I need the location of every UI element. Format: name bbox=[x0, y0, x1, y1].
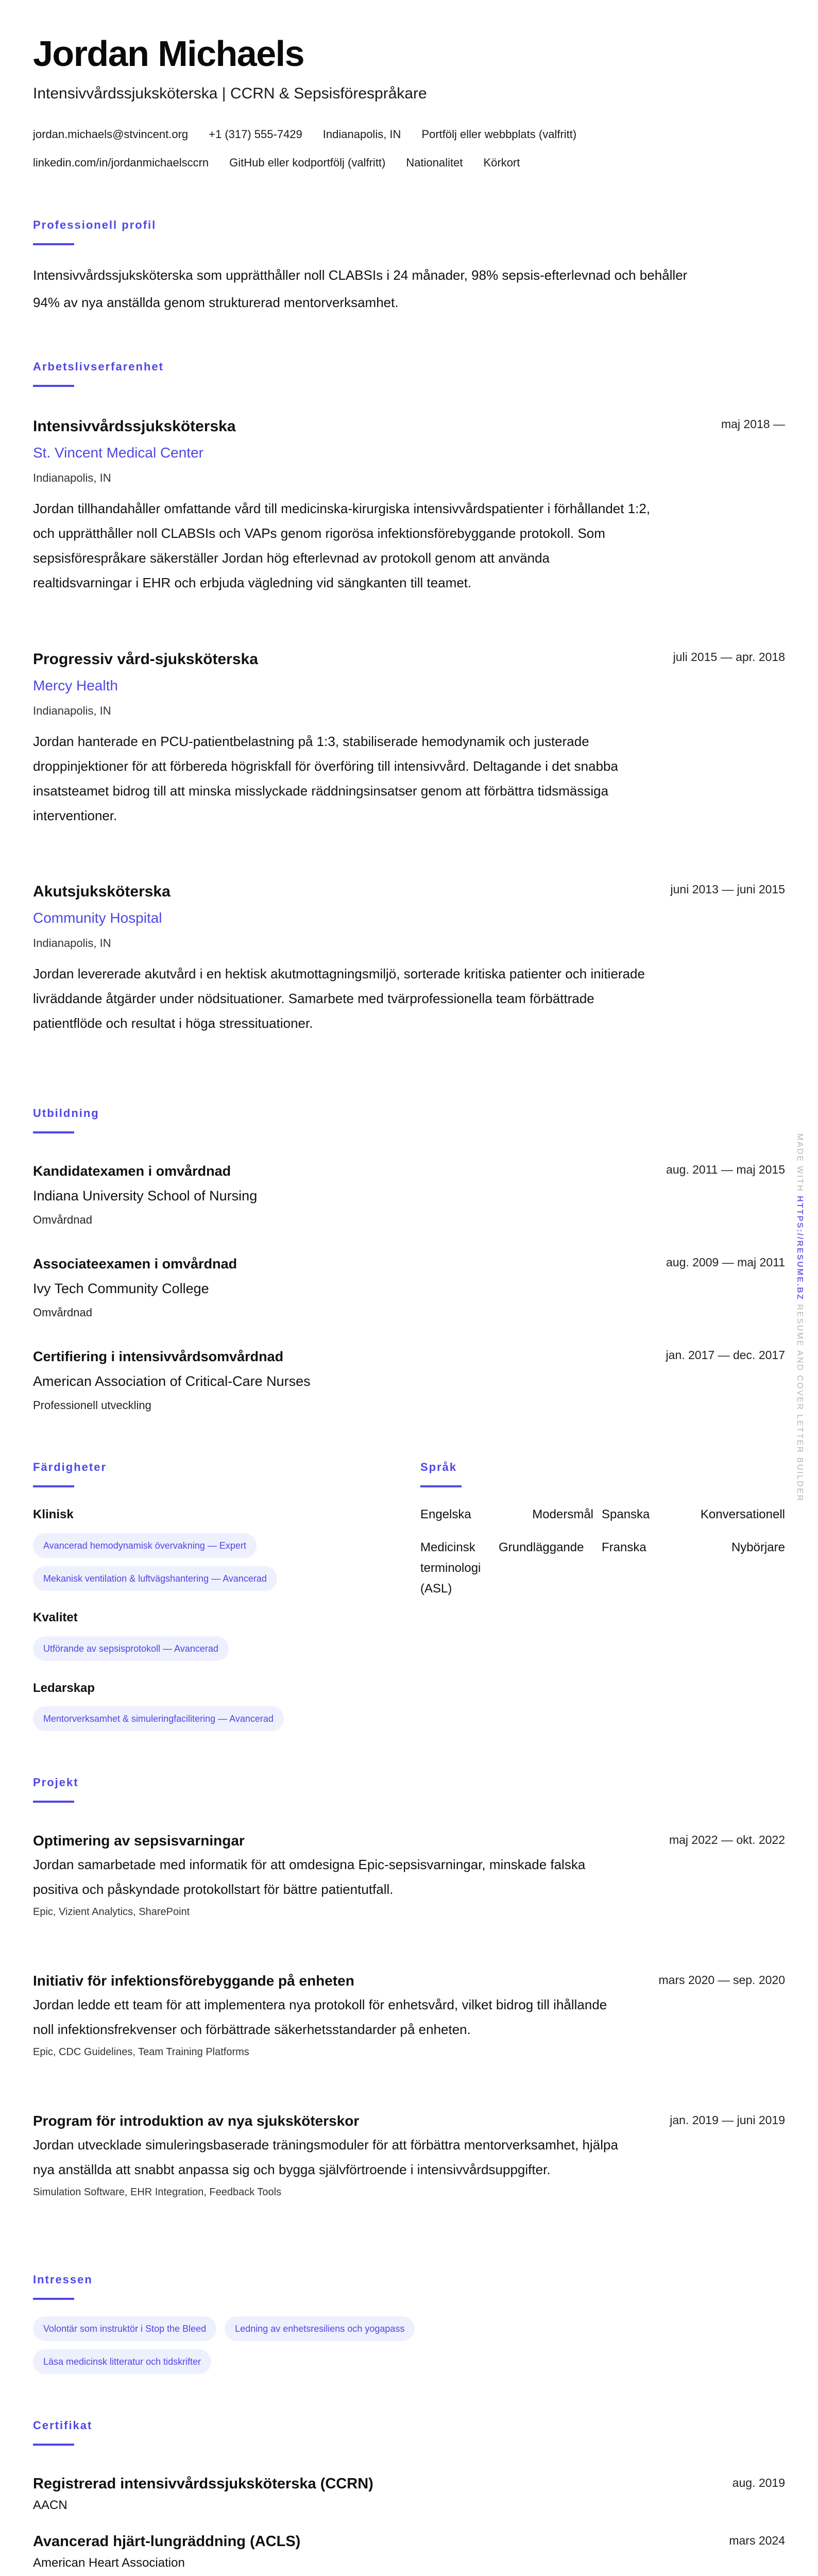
job-date: juli 2015 — apr. 2018 bbox=[673, 650, 785, 664]
language-name: Engelska bbox=[420, 1507, 471, 1521]
interest-chip-row bbox=[33, 2349, 211, 2374]
language-level: Grundläggande bbox=[499, 1540, 584, 1554]
project-description: Jordan samarbetade med informatik för att omdesigna Epic-sepsisvarningar, minskade falska positiva och påskyndade protokollstart för bättre patientutfall. bbox=[33, 1857, 586, 1897]
candidate-title: Intensivvårdssjuksköterska | CCRN & Sepsisförespråkare bbox=[33, 85, 427, 102]
section-heading-certificates: Certifikat bbox=[33, 2418, 92, 2446]
contact-license: Körkort bbox=[483, 156, 520, 169]
interest-chip: Läsa medicinsk litteratur och tidskrifter bbox=[33, 2349, 211, 2374]
project-date: jan. 2019 — juni 2019 bbox=[670, 2113, 785, 2127]
skill-chip-row bbox=[33, 1533, 257, 1558]
language-level: Modersmål bbox=[532, 1507, 593, 1521]
job-company: Community Hospital bbox=[33, 910, 162, 926]
job-company: Mercy Health bbox=[33, 677, 118, 693]
degree: Kandidatexamen i omvårdnad bbox=[33, 1163, 231, 1179]
skill-chip: Mekanisk ventilation & luftvägshantering — Avancerad bbox=[33, 1566, 277, 1591]
language-level: Konversationell bbox=[700, 1507, 785, 1521]
project-title: Optimering av sepsisvarningar bbox=[33, 1833, 245, 1849]
section-heading-interests: Intressen bbox=[33, 2272, 93, 2300]
skill-group-label: Kvalitet bbox=[33, 1611, 78, 1624]
job-description: Jordan tillhandahåller omfattande vård till medicinska-kirurgiska intensivvårdspatienter i förhållandet 1:2, och upprätthåller noll CLABSIs och VAPs genom rigorösa infektionsförebyggande protokoll. Som sepsisförespråkare säkerställer Jordan hög efterlevnad av protokoll genom att använda realtidsvarningar i EHR och erbjuda vägledning vid sängkanten till teamet. bbox=[33, 501, 651, 590]
job-date: juni 2013 — juni 2015 bbox=[670, 883, 785, 896]
interest-chip: Ledning av enhetsresiliens och yogapass bbox=[225, 2316, 415, 2341]
project-title: Program för introduktion av nya sjuksköterskor bbox=[33, 2113, 360, 2129]
field-of-study: Omvårdnad bbox=[33, 1306, 92, 1319]
field-of-study: Professionell utveckling bbox=[33, 1399, 151, 1412]
skill-group-label: Ledarskap bbox=[33, 1681, 95, 1695]
interest-chip-row bbox=[33, 2316, 415, 2341]
skill-chip-row bbox=[33, 1706, 284, 1731]
job-title: Intensivvårdssjuksköterska bbox=[33, 418, 236, 435]
section-heading-projects: Projekt bbox=[33, 1775, 79, 1803]
watermark-suffix: RESUME AND COVER LETTER BUILDER bbox=[795, 1304, 804, 1502]
project-tech: Epic, CDC Guidelines, Team Training Platforms bbox=[33, 2046, 249, 2058]
skill-chip-row bbox=[33, 1566, 277, 1591]
section-heading-education: Utbildning bbox=[33, 1106, 99, 1133]
skill-chip: Avancerad hemodynamisk övervakning — Expert bbox=[33, 1533, 257, 1558]
section-heading-profile: Professionell profil bbox=[33, 217, 156, 245]
job-description: Jordan levererade akutvård i en hektisk akutmottagningsmiljö, sorterade kritiska patienter och initierade livräddande åtgärder under nödsituationer. Samarbete med tvärprofessionella team förbättrade patientflöde och resultat i höga stressituationer. bbox=[33, 966, 645, 1031]
contact-linkedin[interactable]: linkedin.com/in/jordanmichaelsccrn bbox=[33, 156, 209, 169]
field-of-study: Omvårdnad bbox=[33, 1213, 92, 1226]
section-heading-skills: Färdigheter bbox=[33, 1460, 107, 1487]
experience-item bbox=[33, 879, 785, 1036]
school: American Association of Critical-Care Nurses bbox=[33, 1374, 311, 1389]
job-location: Indianapolis, IN bbox=[33, 704, 111, 717]
education-date: aug. 2009 — maj 2011 bbox=[666, 1256, 785, 1269]
contact-row bbox=[33, 127, 576, 142]
certificate-date: aug. 2019 bbox=[732, 2476, 785, 2489]
contact-phone[interactable]: +1 (317) 555-7429 bbox=[209, 128, 302, 141]
skill-group-label: Klinisk bbox=[33, 1507, 74, 1521]
project-tech: Epic, Vizient Analytics, SharePoint bbox=[33, 1906, 190, 1918]
job-description: Jordan hanterade en PCU-patientbelastning på 1:3, stabiliserade hemodynamik och justerade droppinjektioner för att förbereda högriskfall för överföring till intensivvård. Deltagande i det snabba insatsteamet bidrog till att minska misslyckade räddningsinsatser genom att förbättra tidsmässiga interventioner. bbox=[33, 734, 618, 823]
job-title: Akutsjuksköterska bbox=[33, 883, 171, 900]
experience-item bbox=[33, 414, 785, 595]
interest-chip: Volontär som instruktör i Stop the Bleed bbox=[33, 2316, 216, 2341]
project-item bbox=[33, 2110, 785, 2202]
builder-watermark bbox=[795, 1133, 804, 1502]
certificate-issuer: American Heart Association bbox=[33, 2556, 185, 2570]
certificate-title: Registrerad intensivvårdssjuksköterska (CCRN) bbox=[33, 2476, 373, 2492]
candidate-name: Jordan Michaels bbox=[33, 33, 304, 74]
education-item bbox=[33, 1345, 785, 1417]
contact-email[interactable]: jordan.michaels@stvincent.org bbox=[33, 128, 189, 141]
project-item bbox=[33, 1970, 785, 2062]
project-description: Jordan ledde ett team för att implementera nya protokoll för enhetsvård, vilket bidrog till ihållande noll infektionsfrekvenser och förbättrade säkerhetsstandarder på enheten. bbox=[33, 1997, 607, 2037]
degree: Associateexamen i omvårdnad bbox=[33, 1256, 237, 1272]
certificate-item bbox=[33, 2530, 785, 2573]
project-title: Initiativ för infektionsförebyggande på enheten bbox=[33, 1973, 354, 1989]
watermark-link[interactable]: HTTPS://RESUME.BZ bbox=[795, 1196, 804, 1301]
project-item bbox=[33, 1829, 785, 1922]
skill-chip: Utförande av sepsisprotokoll — Avancerad bbox=[33, 1636, 229, 1661]
education-item bbox=[33, 1252, 785, 1324]
certificate-item bbox=[33, 2472, 785, 2516]
education-item bbox=[33, 1159, 785, 1231]
contact-location: Indianapolis, IN bbox=[322, 128, 401, 141]
language-name: Franska bbox=[602, 1540, 646, 1554]
education-date: aug. 2011 — maj 2015 bbox=[666, 1163, 785, 1176]
contact-nationality: Nationalitet bbox=[406, 156, 463, 169]
contact-portfolio[interactable]: Portfölj eller webbplats (valfritt) bbox=[421, 128, 577, 141]
project-date: maj 2022 — okt. 2022 bbox=[669, 1833, 785, 1846]
language-level: Nybörjare bbox=[731, 1540, 785, 1554]
job-location: Indianapolis, IN bbox=[33, 471, 111, 484]
language-name: Spanska bbox=[602, 1507, 650, 1521]
degree: Certifiering i intensivvårdsomvårdnad bbox=[33, 1349, 284, 1364]
job-location: Indianapolis, IN bbox=[33, 937, 111, 950]
job-company: St. Vincent Medical Center bbox=[33, 445, 203, 461]
contact-github[interactable]: GitHub eller kodportfölj (valfritt) bbox=[229, 156, 386, 169]
language-name: Medicinsk terminologi (ASL) bbox=[420, 1540, 481, 1596]
skill-chip: Mentorverksamhet & simuleringfacilitering — Avancerad bbox=[33, 1706, 284, 1731]
watermark-prefix: MADE WITH bbox=[795, 1133, 804, 1193]
project-tech: Simulation Software, EHR Integration, Feedback Tools bbox=[33, 2187, 282, 2198]
project-description: Jordan utvecklade simuleringsbaserade träningsmoduler för att förbättra mentorverksamhet, hjälpa nya anställda att snabbt anpassa sig och bygga självförtroende i intensivvårdsuppgifter. bbox=[33, 2137, 618, 2177]
project-date: mars 2020 — sep. 2020 bbox=[658, 1973, 785, 1987]
education-date: jan. 2017 — dec. 2017 bbox=[666, 1348, 785, 1362]
languages-table bbox=[420, 1504, 785, 1599]
contact-row bbox=[33, 155, 520, 171]
job-title: Progressiv vård-sjuksköterska bbox=[33, 651, 258, 668]
certificate-title: Avancerad hjärt-lungräddning (ACLS) bbox=[33, 2533, 301, 2550]
certificate-issuer: AACN bbox=[33, 2498, 67, 2512]
skill-chip-row bbox=[33, 1636, 229, 1661]
section-heading-languages: Språk bbox=[420, 1460, 462, 1487]
profile-text: Intensivvårdssjuksköterska som upprätthåller noll CLABSIs i 24 månader, 98% sepsis-efterlevnad och behåller 94% av nya anställda genom strukturerad mentorverksamhet. bbox=[33, 267, 688, 310]
certificate-date: mars 2024 bbox=[729, 2534, 785, 2547]
experience-item bbox=[33, 647, 785, 828]
section-heading-experience: Arbetslivserfarenhet bbox=[33, 359, 164, 387]
school: Ivy Tech Community College bbox=[33, 1281, 209, 1296]
school: Indiana University School of Nursing bbox=[33, 1188, 258, 1204]
job-date: maj 2018 — bbox=[721, 417, 785, 431]
